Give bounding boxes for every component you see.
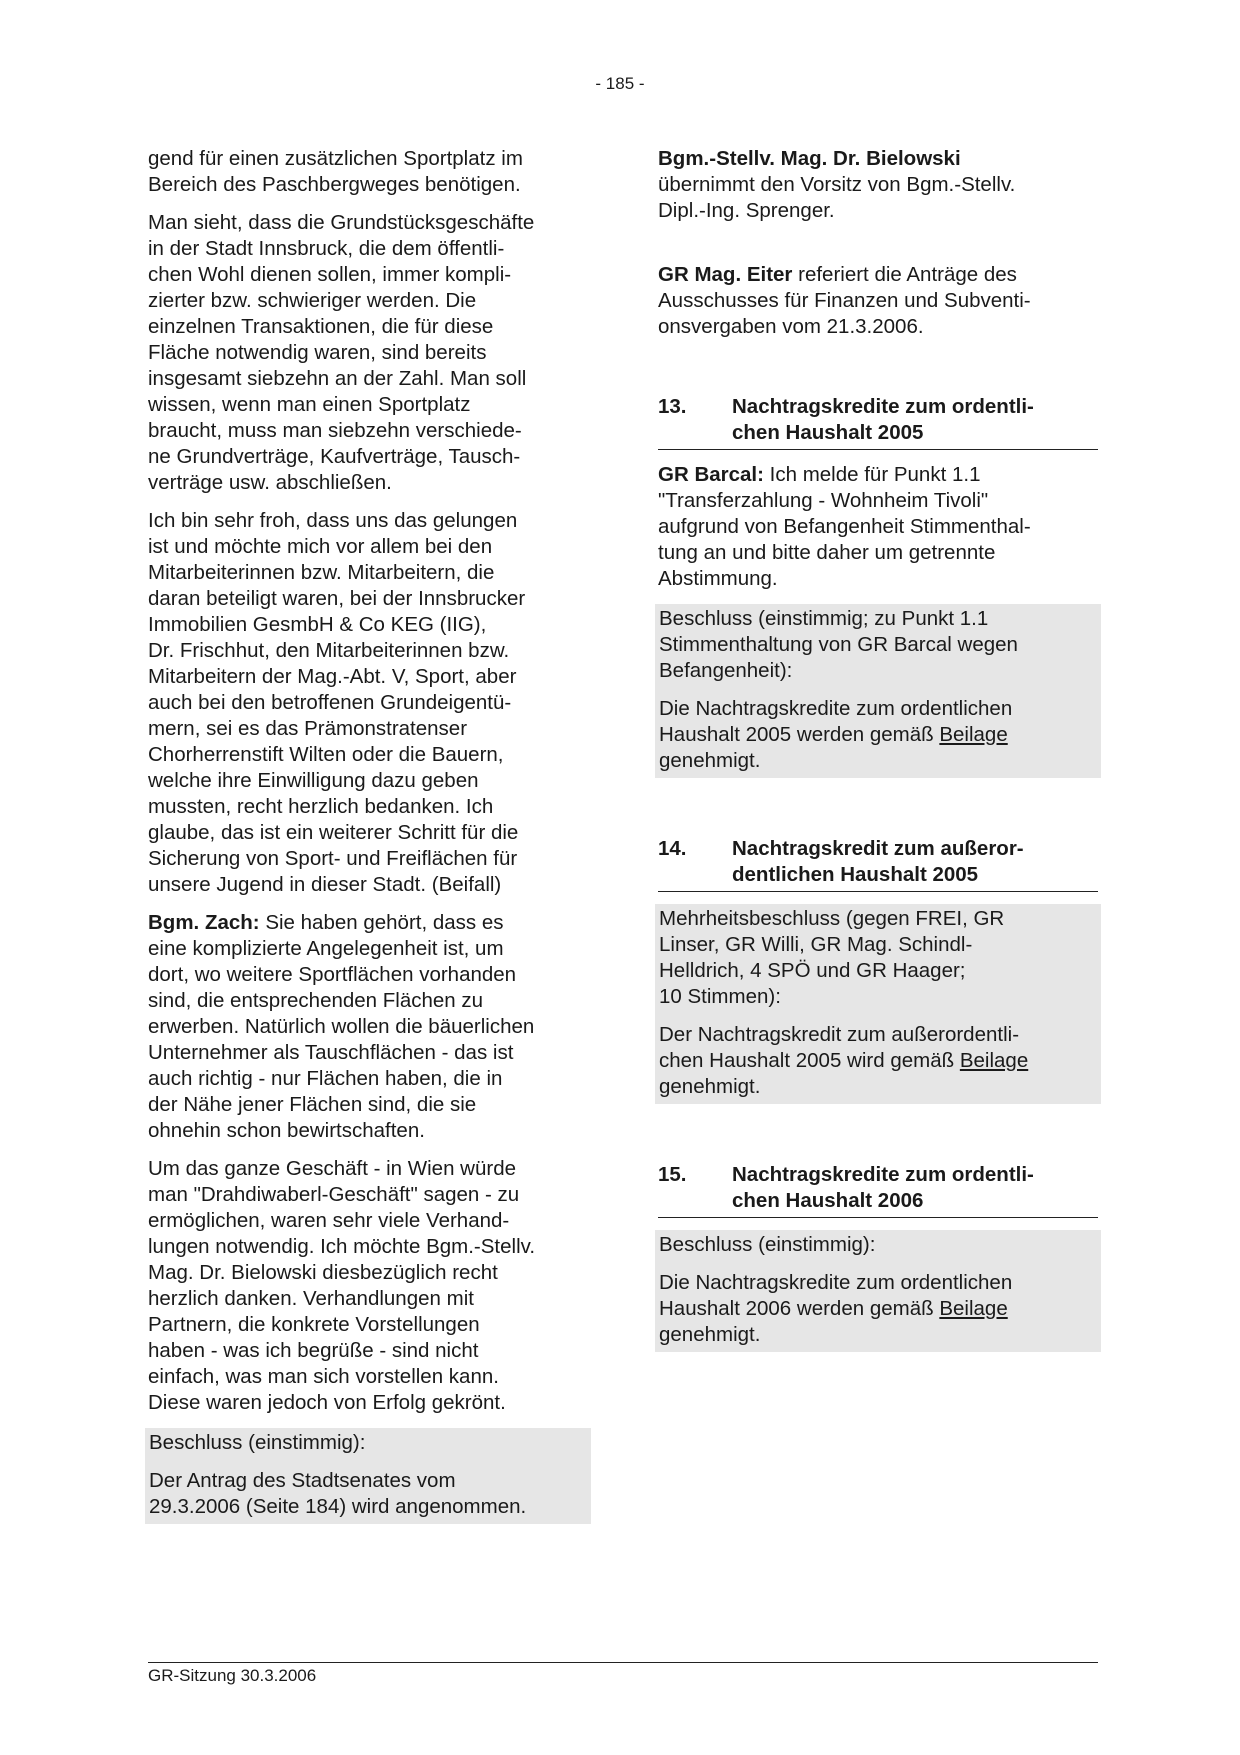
paragraph-4: Bgm. Zach: Sie haben gehört, dass es eine komplizierte Angelegenheit ist, um dort, wo weitere Sportflächen vorhanden sind, die entsprechenden Flächen zu erwerben. Natürlich wollen die bäuerlichen Unternehmer als Tauschflächen - das ist auch richtig - nur Flächen haben, die in der Nähe jener Flächen sind, die sie ohnehin schon bewirtschaften. [148,911,535,1142]
decision-text: Der Nachtragskredit zum außerordentli- chen Haushalt 2005 wird gemäß Beilage genehmigt. [659,1023,1029,1098]
footer-divider [148,1662,1098,1663]
agenda-item-heading: 13. Nachtragskredite zum ordentli- chen Haushalt 2005 [658,394,1098,450]
agenda-item-13 [658,394,1098,778]
agenda-item-14 [658,836,1098,1104]
decision-title: Beschluss (einstimmig; zu Punkt 1.1 Stimmenthaltung von GR Barcal wegen Befangenheit): [659,607,1018,682]
decision-text: Der Antrag des Stadtsenates vom 29.3.2006 (Seite 184) wird angenommen. [149,1469,527,1518]
left-column [148,146,588,1524]
footer-text: GR-Sitzung 30.3.2006 [148,1666,317,1685]
decision-box [655,1230,1101,1352]
paragraph-1: gend für einen zusätzlichen Sportplatz im Bereich des Paschbergweges benötigen. [148,147,523,196]
beilage-link[interactable]: Beilage [939,723,1008,746]
decision-title: Mehrheitsbeschluss (gegen FREI, GR Linser, GR Willi, GR Mag. Schindl- Helldrich, 4 SPÖ und GR Haager; 10 Stimmen): [659,907,1005,1008]
decision-title: Beschluss (einstimmig): [149,1431,366,1454]
agenda-item-heading: 15. Nachtragskredite zum ordentli- chen Haushalt 2006 [658,1162,1098,1218]
speaker-name: Bgm. Zach: [148,911,260,934]
paragraph-5: Um das ganze Geschäft - in Wien würde man "Drahdiwaberl-Geschäft" sagen - zu ermöglichen, waren sehr viele Verhand- lungen notwendig. Ich möchte Bgm.-Stellv. Mag. Dr. Bielowski diesbezüglich recht herzlich danken. Verhandlungen mit Partnern, die konkrete Vorstellungen haben - was ich begrüße - sind nicht einfach, was man sich vorstellen kann. Diese waren jedoch von Erfolg gekrönt. [148,1157,536,1414]
decision-box [655,604,1101,778]
report-paragraph: GR Mag. Eiter referiert die Anträge des Ausschusses für Finanzen und Subventi- onsvergaben vom 21.3.2006. [658,263,1031,338]
beilage-link[interactable]: Beilage [939,1297,1008,1320]
chair-change-paragraph: Bgm.-Stellv. Mag. Dr. Bielowski übernimmt den Vorsitz von Bgm.-Stellv. Dipl.-Ing. Sprenger. [658,147,1016,222]
decision-text: Die Nachtragskredite zum ordentlichen Haushalt 2006 werden gemäß Beilage genehmigt. [659,1271,1013,1346]
paragraph-2: Man sieht, dass die Grundstücksgeschäfte in der Stadt Innsbruck, die dem öffentli- chen Wohl dienen sollen, immer kompli- zierter bzw. schwieriger werden. Die einzelnen Transaktionen, die für diese Fläche notwendig waren, sind bereits insgesamt siebzehn an der Zahl. Man soll wissen, wenn man einen Sportplatz braucht, muss man siebzehn verschiede- ne Grundverträge, Kaufverträge, Tausch- verträge usw. abschließen. [148,211,535,494]
beilage-link[interactable]: Beilage [959,1049,1029,1072]
decision-text: Die Nachtragskredite zum ordentlichen Haushalt 2005 werden gemäß Beilage genehmigt. [659,697,1013,772]
agenda-item-heading: 14. Nachtragskredit zum außeror- dentlichen Haushalt 2005 [658,836,1098,892]
decision-box [145,1428,591,1524]
paragraph-3: Ich bin sehr froh, dass uns das gelungen ist und möchte mich vor allem bei den Mitarbeiterinnen bzw. Mitarbeitern, die daran beteiligt waren, bei der Innsbrucker Immobilien GesmbH & Co KEG (IIG), Dr. Frischhut, den Mitarbeiterinnen bzw. Mitarbeitern der Mag.-Abt. V, Sport, aber auch bei den betroffenen Grundeigentü- mern, sei es das Prämonstratenser Chorherrenstift Wilten oder die Bauern, welche ihre Einwilligung dazu geben mussten, recht herzlich bedanken. Ich glaube, das ist ein weiterer Schritt für die Sicherung von Sport- und Freiflächen für unsere Jugend in dieser Stadt. (Beifall) [148,509,526,896]
decision-box [655,904,1101,1104]
speech-paragraph: GR Barcal: Ich melde für Punkt 1.1 "Transferzahlung - Wohnheim Tivoli" aufgrund von Befangenheit Stimmenthal- tung an und bitte daher um getrennte Abstimmung. [658,463,1031,590]
agenda-item-15 [658,1162,1098,1352]
right-column [658,146,1098,1352]
page-number: - 185 - [595,74,645,93]
decision-title: Beschluss (einstimmig): [659,1233,876,1256]
